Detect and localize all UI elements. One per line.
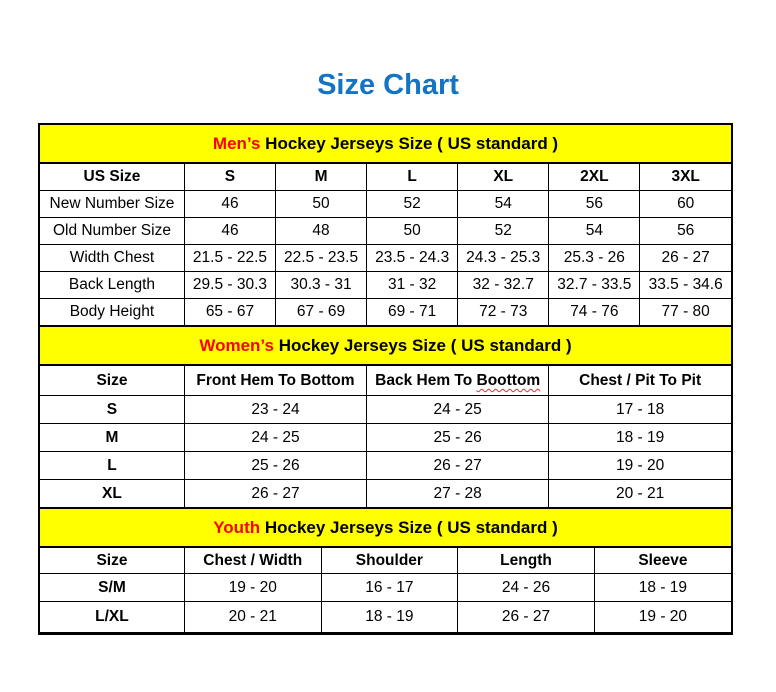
table-cell: 52 [367, 191, 458, 218]
row-label: Width Chest [40, 245, 184, 272]
womens-section-banner [40, 326, 731, 365]
table-cell: 24 - 25 [367, 396, 549, 424]
table-row [40, 480, 731, 508]
mens-banner-text: Hockey Jerseys Size ( US standard ) [260, 134, 559, 154]
table-row [40, 574, 731, 602]
table-cell: 23.5 - 24.3 [367, 245, 458, 272]
table-cell: 56 [549, 191, 640, 218]
row-label: Back Length [40, 272, 184, 299]
table-cell: 74 - 76 [549, 299, 640, 326]
table-cell: 30.3 - 31 [276, 272, 367, 299]
table-row [40, 452, 731, 480]
table-cell: 32 - 32.7 [458, 272, 549, 299]
table-cell: 32.7 - 33.5 [549, 272, 640, 299]
column-header: Length [458, 548, 595, 574]
table-cell: 18 - 19 [321, 602, 458, 633]
table-cell: 72 - 73 [458, 299, 549, 326]
table-cell: 26 - 27 [184, 480, 366, 508]
table-cell: 19 - 20 [549, 452, 731, 480]
womens-banner-highlight: Women’s [199, 336, 274, 356]
table-cell: 52 [458, 218, 549, 245]
table-row [40, 245, 731, 272]
table-cell: 46 [184, 191, 275, 218]
column-header: Shoulder [321, 548, 458, 574]
womens-banner-text: Hockey Jerseys Size ( US standard ) [273, 336, 572, 356]
table-cell: 20 - 21 [184, 602, 321, 633]
table-cell: 16 - 17 [321, 574, 458, 602]
row-label: XL [40, 480, 184, 508]
table-cell: 23 - 24 [184, 396, 366, 424]
column-header: S [184, 164, 275, 191]
table-cell: 26 - 27 [367, 452, 549, 480]
mens-size-table [40, 163, 731, 326]
table-row [40, 218, 731, 245]
column-header [367, 366, 549, 396]
column-header: 3XL [640, 164, 731, 191]
table-cell: 19 - 20 [184, 574, 321, 602]
table-cell: 77 - 80 [640, 299, 731, 326]
youth-banner-highlight: Youth [213, 518, 261, 538]
mens-banner-highlight: Men’s [212, 134, 261, 154]
table-cell: 46 [184, 218, 275, 245]
table-cell: 33.5 - 34.6 [640, 272, 731, 299]
table-cell: 24 - 25 [184, 424, 366, 452]
table-row [40, 396, 731, 424]
youth-section-banner [40, 508, 731, 547]
table-cell: 50 [367, 218, 458, 245]
column-header: Front Hem To Bottom [184, 366, 366, 396]
table-cell: 29.5 - 30.3 [184, 272, 275, 299]
womens-header-row [40, 366, 731, 396]
table-row [40, 191, 731, 218]
table-row [40, 299, 731, 326]
table-cell: 25.3 - 26 [549, 245, 640, 272]
table-row [40, 602, 731, 633]
table-cell: 67 - 69 [276, 299, 367, 326]
youth-size-table [40, 547, 731, 633]
column-header: Chest / Width [184, 548, 321, 574]
youth-banner-text: Hockey Jerseys Size ( US standard ) [260, 518, 558, 538]
womens-size-table [40, 365, 731, 508]
table-cell: 27 - 28 [367, 480, 549, 508]
column-header: Size [40, 548, 184, 574]
column-header: Chest / Pit To Pit [549, 366, 731, 396]
table-cell: 26 - 27 [458, 602, 595, 633]
table-cell: 24.3 - 25.3 [458, 245, 549, 272]
table-cell: 21.5 - 22.5 [184, 245, 275, 272]
table-cell: 18 - 19 [549, 424, 731, 452]
page-title: Size Chart [317, 69, 459, 101]
row-label: L [40, 452, 184, 480]
row-label: M [40, 424, 184, 452]
row-label: S [40, 396, 184, 424]
table-cell: 25 - 26 [184, 452, 366, 480]
row-label: Body Height [40, 299, 184, 326]
table-cell: 26 - 27 [640, 245, 731, 272]
table-cell: 18 - 19 [594, 574, 731, 602]
table-cell: 60 [640, 191, 731, 218]
row-label: Old Number Size [40, 218, 184, 245]
row-label: L/XL [40, 602, 184, 633]
table-row [40, 272, 731, 299]
column-header: L [367, 164, 458, 191]
table-cell: 65 - 67 [184, 299, 275, 326]
table-cell: 69 - 71 [367, 299, 458, 326]
table-cell: 56 [640, 218, 731, 245]
table-cell: 31 - 32 [367, 272, 458, 299]
row-label: New Number Size [40, 191, 184, 218]
table-cell: 17 - 18 [549, 396, 731, 424]
misspelled-word: Boottom [476, 371, 541, 389]
column-header: US Size [40, 164, 184, 191]
table-row [40, 424, 731, 452]
table-cell: 25 - 26 [367, 424, 549, 452]
table-cell: 54 [549, 218, 640, 245]
column-header: XL [458, 164, 549, 191]
mens-header-row [40, 164, 731, 191]
youth-header-row [40, 548, 731, 574]
column-header: M [276, 164, 367, 191]
table-cell: 50 [276, 191, 367, 218]
table-cell: 22.5 - 23.5 [276, 245, 367, 272]
table-cell: 48 [276, 218, 367, 245]
table-cell: 20 - 21 [549, 480, 731, 508]
column-header: 2XL [549, 164, 640, 191]
size-chart [38, 123, 733, 635]
table-cell: 19 - 20 [594, 602, 731, 633]
column-header: Sleeve [594, 548, 731, 574]
column-header-text: Back Hem To [375, 371, 477, 389]
column-header: Size [40, 366, 184, 396]
row-label: S/M [40, 574, 184, 602]
table-cell: 24 - 26 [458, 574, 595, 602]
mens-section-banner [40, 125, 731, 163]
table-cell: 54 [458, 191, 549, 218]
